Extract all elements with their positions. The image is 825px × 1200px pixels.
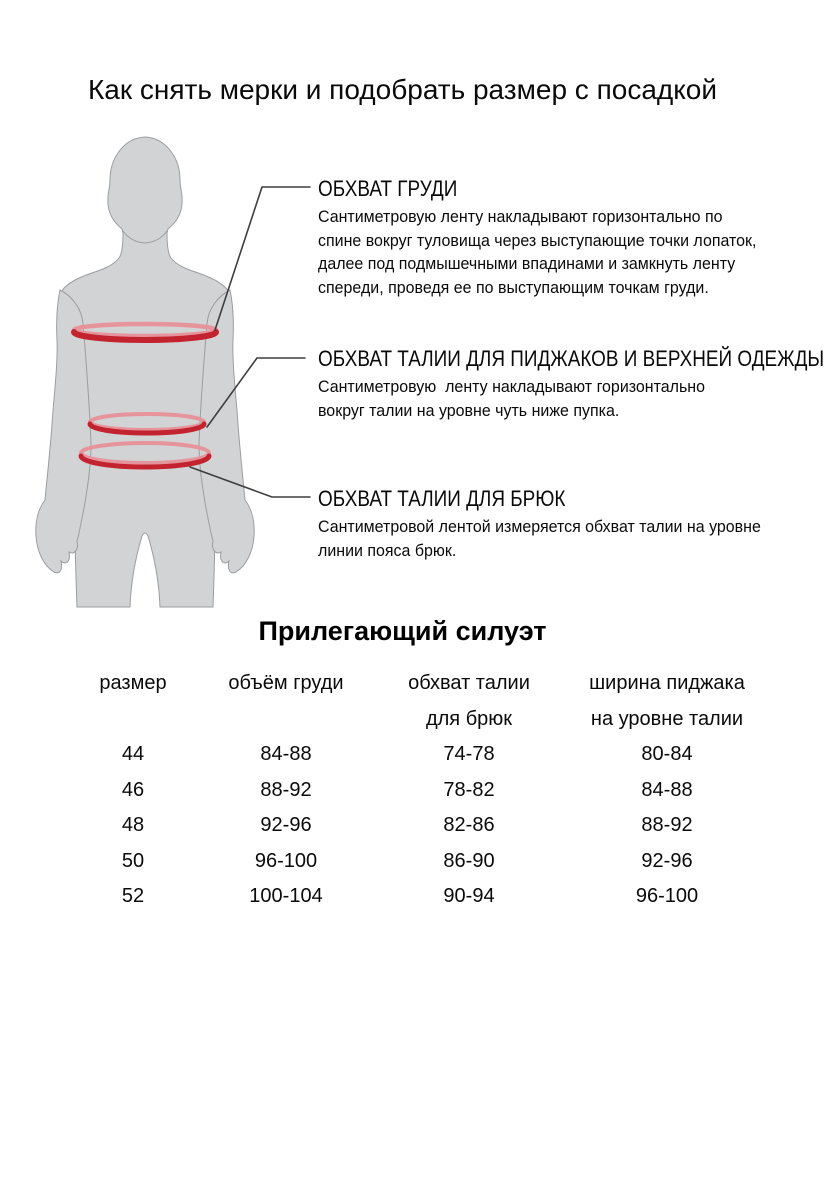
column-header-line2 (60, 705, 206, 741)
column-header-line2 (206, 705, 366, 741)
size-cell: 86-90 (443, 849, 495, 872)
size-cell: 80-84 (641, 743, 693, 765)
measurement-description (318, 375, 825, 422)
description-line: Сантиметровой лентой измеряется обхват талии на уровне (318, 517, 761, 536)
measurement-diagram (15, 128, 315, 615)
measurement-block-waist-jackets (318, 346, 825, 422)
size-cell: 84-88 (260, 743, 312, 765)
column-header: объём груди (228, 672, 344, 694)
size-cell: 50 (121, 849, 145, 872)
description-line: Сантиметровую ленту накладывают горизонтально (318, 377, 706, 396)
column-header: размер (99, 672, 167, 694)
size-cell: 84-88 (641, 778, 693, 801)
column-header: обхват талии (408, 672, 530, 694)
size-cell: 92-96 (260, 814, 312, 836)
measurement-heading: ОБХВАТ ТАЛИИ ДЛЯ ПИДЖАКОВ И ВЕРХНЕЙ ОДЕЖДЫ (318, 346, 825, 371)
description-line: спереди, проведя ее по выступающим точкам груди. (318, 277, 709, 297)
size-table (60, 669, 762, 918)
description-line: линии пояса брюк. (318, 540, 457, 560)
size-cell: 88-92 (641, 814, 693, 836)
size-cell: 44 (121, 743, 145, 765)
size-cell: 82-86 (443, 814, 495, 836)
column-header-line2: для брюк (425, 707, 513, 730)
page-title: Как снять мерки и подобрать размер с посадкой (87, 74, 718, 105)
measurement-block-chest (318, 176, 784, 299)
size-cell: 96-100 (254, 849, 318, 872)
size-table-title: Прилегающий силуэт (258, 616, 547, 646)
column-header-line2: на уровне талии (590, 707, 744, 730)
description-line: спине вокруг туловища через выступающие точки лопаток, (318, 230, 757, 250)
measurement-heading: ОБХВАТ ТАЛИИ ДЛЯ БРЮК (318, 486, 566, 511)
size-cell: 48 (121, 814, 145, 836)
size-cell: 88-92 (260, 778, 312, 801)
size-cell: 78-82 (443, 778, 495, 801)
measurement-heading: ОБХВАТ ГРУДИ (318, 176, 458, 201)
size-cell: 74-78 (443, 743, 495, 765)
size-cell: 92-96 (641, 849, 693, 872)
measurement-description (318, 515, 761, 562)
size-cell: 100-104 (249, 885, 323, 907)
measurement-description (318, 205, 756, 299)
measurement-block-waist-trousers (318, 486, 789, 562)
description-line: Сантиметровую ленту накладывают горизонтально по (318, 207, 723, 226)
size-cell: 52 (121, 885, 145, 907)
size-cell: 46 (121, 778, 145, 801)
size-cell: 90-94 (443, 885, 495, 907)
description-line: далее под подмышечными впадинами и замкнуть ленту (318, 254, 736, 273)
column-header: ширина пиджака (589, 672, 745, 694)
size-cell: 96-100 (635, 885, 699, 907)
description-line: вокруг талии на уровне чуть ниже пупка. (318, 400, 620, 420)
